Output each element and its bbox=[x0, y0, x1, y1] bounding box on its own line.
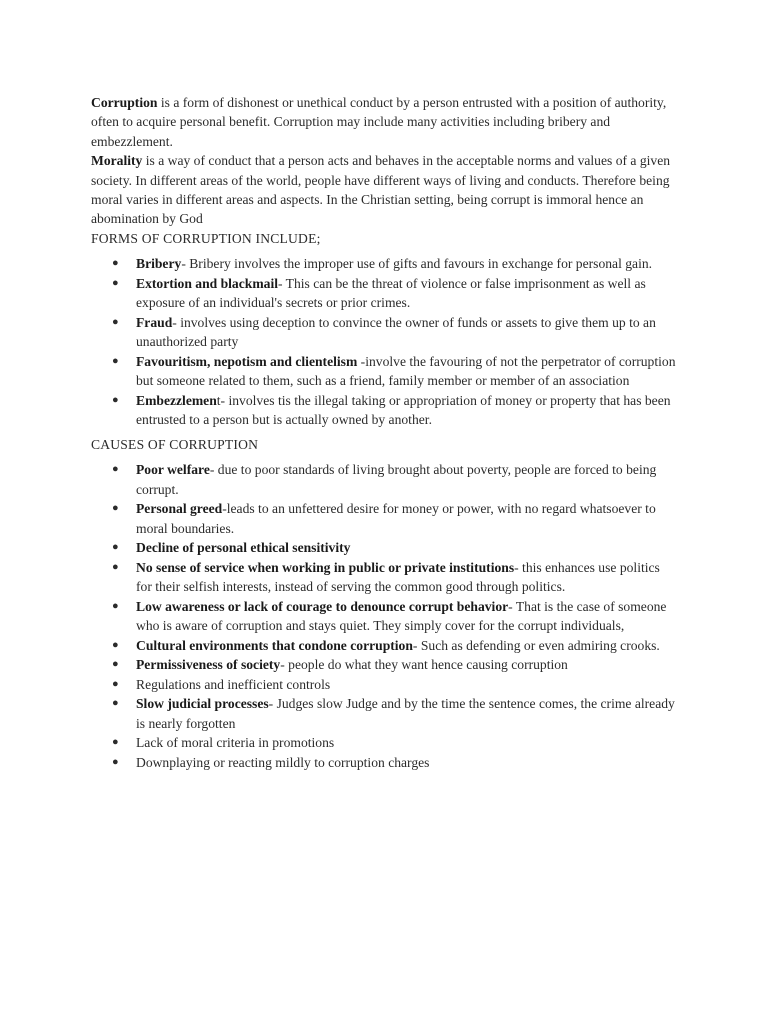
morality-text: is a way of conduct that a person acts and behaves in the acceptable norms and values of a given society. In different areas of the world, people have different ways of living and conducts. Therefore being moral varies in different areas and aspects. In the Christian setting, being corrupt is immoral hence an abomination by God bbox=[91, 153, 671, 227]
bullet-icon: ● bbox=[112, 658, 119, 671]
corruption-definition bbox=[91, 93, 681, 151]
list-item bbox=[112, 499, 681, 538]
item-text: -leads to an unfettered desire for money or power, with no regard whatsoever to moral boundaries. bbox=[136, 501, 656, 536]
item-text: - due to poor standards of living brought about poverty, people are forced to being corrupt. bbox=[136, 462, 657, 497]
item-text: Regulations and inefficient controls bbox=[136, 676, 331, 692]
bullet-icon: ● bbox=[112, 502, 119, 515]
item-text: Lack of moral criteria in promotions bbox=[136, 735, 335, 751]
item-text: - This can be the threat of violence or false imprisonment as well as exposure of an individual's secrets or prior crimes. bbox=[136, 275, 646, 311]
bullet-icon: ● bbox=[112, 560, 119, 573]
bullet-icon: ● bbox=[112, 276, 119, 289]
list-item bbox=[112, 538, 681, 558]
item-term: Low awareness or lack of courage to denounce corrupt behavior bbox=[136, 598, 509, 614]
bullet-icon: ● bbox=[112, 393, 119, 406]
item-text: - That is the case of someone who is aware of corruption and stays quiet. They simply cover for the corrupt individuals, bbox=[136, 598, 667, 634]
item-term: Poor welfare bbox=[136, 462, 210, 478]
item-term: Embezzlemen bbox=[136, 392, 217, 408]
morality-definition bbox=[91, 151, 681, 229]
item-term: No sense of service when working in public or private institutions bbox=[136, 559, 515, 575]
item-text: Downplaying or reacting mildly to corruption charges bbox=[136, 754, 430, 770]
list-item bbox=[112, 460, 681, 499]
forms-heading: FORMS OF CORRUPTION INCLUDE; bbox=[91, 230, 321, 246]
item-text: t- involves tis the illegal taking or appropriation of money or property that has been entrusted to a person but is actually owned by another. bbox=[136, 392, 671, 428]
bullet-icon: ● bbox=[112, 697, 119, 710]
item-text: - Such as defending or even admiring crooks. bbox=[412, 637, 660, 653]
bullet-icon: ● bbox=[112, 541, 119, 554]
list-item bbox=[112, 675, 681, 695]
bullet-icon: ● bbox=[112, 599, 119, 612]
bullet-icon: ● bbox=[112, 677, 119, 690]
list-item bbox=[112, 391, 681, 430]
list-item bbox=[112, 636, 681, 656]
corruption-text: is a form of dishonest or unethical conduct by a person entrusted with a position of authority, often to acquire personal benefit. Corruption may include many activities including bribery and embezzlement. bbox=[91, 95, 667, 149]
morality-term: Morality bbox=[91, 153, 143, 169]
bullet-icon: ● bbox=[112, 463, 119, 476]
item-term: Bribery bbox=[136, 256, 182, 272]
item-term: Personal greed bbox=[136, 501, 223, 517]
item-term: Slow judicial processes bbox=[136, 696, 269, 712]
item-text: - people do what they want hence causing corruption bbox=[280, 657, 568, 673]
item-term: Favouritism, nepotism and clientelism bbox=[136, 353, 358, 369]
list-item bbox=[112, 694, 681, 733]
list-item bbox=[112, 352, 681, 391]
causes-list bbox=[91, 460, 681, 772]
list-item bbox=[112, 597, 681, 636]
corruption-term: Corruption bbox=[91, 95, 158, 110]
item-text: -involve the favouring of not the perpetrator of corruption but someone related to them, such as a friend, family member or member of an association bbox=[136, 353, 676, 389]
bullet-icon: ● bbox=[112, 736, 119, 749]
item-term: Permissiveness of society bbox=[136, 657, 281, 673]
list-item bbox=[112, 274, 681, 313]
list-item bbox=[112, 254, 681, 274]
bullet-icon: ● bbox=[112, 638, 119, 651]
item-term: Cultural environments that condone corruption bbox=[136, 637, 413, 653]
item-term: Extortion and blackmail bbox=[136, 275, 278, 291]
bullet-icon: ● bbox=[112, 257, 119, 270]
list-item bbox=[112, 655, 681, 675]
list-item bbox=[112, 753, 681, 773]
list-item bbox=[112, 313, 681, 352]
item-term: Fraud bbox=[136, 314, 173, 330]
forms-list bbox=[91, 254, 681, 430]
bullet-icon: ● bbox=[112, 755, 119, 768]
item-text: - Judges slow Judge and by the time the sentence comes, the crime already is nearly forgotten bbox=[136, 696, 675, 731]
item-text: - Bribery involves the improper use of gifts and favours in exchange for personal gain. bbox=[181, 256, 653, 272]
item-text: - this enhances use politics for their selfish interests, instead of serving the common good through politics. bbox=[136, 559, 660, 595]
bullet-icon: ● bbox=[112, 315, 119, 328]
bullet-icon: ● bbox=[112, 354, 119, 367]
document-page bbox=[91, 93, 681, 777]
list-item bbox=[112, 558, 681, 597]
item-text: - involves using deception to convince the owner of funds or assets to give them up to an unauthorized party bbox=[136, 314, 656, 350]
causes-heading: CAUSES OF CORRUPTION bbox=[91, 436, 259, 452]
list-item bbox=[112, 733, 681, 753]
item-term: Decline of personal ethical sensitivity bbox=[136, 540, 351, 556]
